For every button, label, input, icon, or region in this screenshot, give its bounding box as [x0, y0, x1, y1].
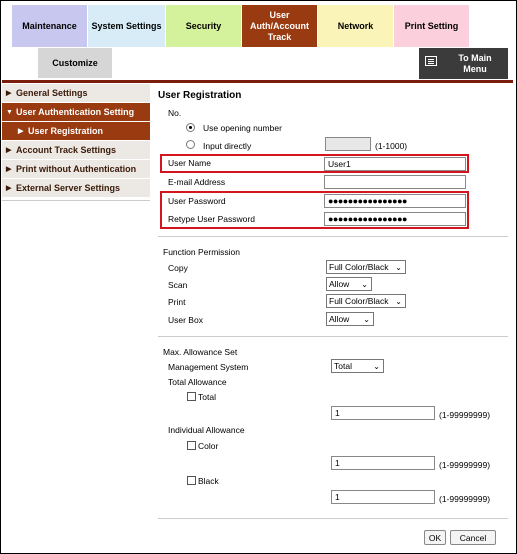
select-value: Total — [334, 361, 352, 371]
sidebar-item-label: User Registration — [28, 126, 104, 136]
select-value: Allow — [329, 279, 350, 289]
tab-label: Security — [185, 20, 222, 31]
arrow-right-icon: ▶ — [18, 128, 24, 135]
section-divider — [158, 236, 508, 237]
password-label: User Password — [168, 196, 226, 206]
section-divider — [158, 336, 508, 337]
page-title: User Registration — [158, 90, 242, 101]
email-input[interactable] — [324, 175, 466, 189]
tab-user-auth-account-track[interactable] — [242, 5, 318, 47]
sidebar-item-user-registration[interactable] — [2, 122, 150, 141]
user-box-label: User Box — [168, 315, 203, 325]
sidebar — [2, 84, 150, 198]
print-label: Print — [168, 297, 186, 307]
black-checkbox[interactable] — [187, 476, 196, 485]
tab-customize[interactable] — [38, 48, 112, 78]
radio-input-directly[interactable] — [186, 140, 195, 149]
tab-label: User Auth/Account Track — [250, 9, 309, 42]
tab-print-setting[interactable] — [394, 5, 470, 47]
email-label: E-mail Address — [168, 177, 226, 187]
password-input[interactable]: ●●●●●●●●●●●●●●●● — [324, 194, 466, 208]
no-label: No. — [168, 108, 182, 118]
select-value: Full Color/Black — [329, 296, 389, 306]
scan-select[interactable] — [326, 277, 372, 291]
chevron-down-icon: ⌄ — [363, 315, 370, 324]
number-input[interactable] — [325, 137, 371, 151]
arrow-right-icon: ▶ — [6, 147, 12, 154]
number-range-hint: (1-1000) — [375, 141, 408, 151]
management-system-label: Management System — [168, 362, 249, 372]
tab-label: Customize — [52, 58, 98, 68]
copy-label: Copy — [168, 263, 188, 273]
color-allowance-input[interactable]: 1 — [331, 456, 435, 470]
function-permission-heading: Function Permission — [163, 247, 241, 257]
chevron-down-icon: ⌄ — [373, 362, 380, 371]
radio-use-opening-number-label: Use opening number — [203, 123, 282, 133]
total-checkbox-label: Total — [198, 392, 216, 402]
tab-label: Network — [337, 20, 374, 31]
tab-security[interactable] — [166, 5, 242, 47]
total-range-hint: (1-99999999) — [439, 410, 491, 420]
sidebar-item-label: General Settings — [16, 88, 88, 98]
color-checkbox[interactable] — [187, 441, 196, 450]
to-main-menu-button[interactable] — [419, 48, 508, 79]
sidebar-item-label: External Server Settings — [16, 183, 121, 193]
arrow-down-icon: ▼ — [6, 108, 13, 116]
chevron-down-icon: ⌄ — [395, 297, 402, 306]
print-select[interactable] — [326, 294, 406, 308]
cancel-button[interactable]: Cancel — [450, 530, 496, 545]
sidebar-divider — [2, 200, 150, 201]
total-checkbox[interactable] — [187, 392, 196, 401]
radio-use-opening-number[interactable] — [186, 123, 195, 132]
copy-select[interactable] — [326, 260, 406, 274]
sidebar-item-print-without-authentication[interactable] — [2, 160, 150, 179]
tab-label: System Settings — [91, 20, 162, 31]
management-system-select[interactable] — [331, 359, 384, 373]
arrow-right-icon: ▶ — [6, 185, 12, 192]
scan-label: Scan — [168, 280, 188, 290]
sidebar-item-label: Print without Authentication — [16, 164, 137, 174]
main-panel — [152, 84, 512, 548]
sidebar-item-user-authentication-setting[interactable] — [2, 103, 150, 122]
user-name-label: User Name — [168, 158, 211, 168]
to-main-menu-label: To Main Menu — [458, 53, 492, 74]
user-box-select[interactable] — [326, 312, 374, 326]
retype-password-input[interactable]: ●●●●●●●●●●●●●●●● — [324, 212, 466, 226]
chevron-down-icon: ⌄ — [361, 280, 368, 289]
sidebar-item-general-settings[interactable] — [2, 84, 150, 103]
tab-system-settings[interactable] — [88, 5, 166, 47]
section-divider — [158, 518, 508, 519]
color-range-hint: (1-99999999) — [439, 460, 491, 470]
header-divider — [2, 80, 513, 83]
color-checkbox-label: Color — [198, 441, 219, 451]
tab-label: Print Setting — [404, 20, 459, 31]
tab-maintenance[interactable] — [12, 5, 88, 47]
user-name-input[interactable]: User1 — [324, 157, 466, 171]
black-checkbox-label: Black — [198, 476, 219, 486]
tab-label: Maintenance — [22, 20, 77, 31]
sidebar-item-account-track-settings[interactable] — [2, 141, 150, 160]
total-allowance-heading: Total Allowance — [168, 377, 227, 387]
sidebar-item-external-server-settings[interactable] — [2, 179, 150, 198]
total-allowance-input[interactable]: 1 — [331, 406, 435, 420]
select-value: Full Color/Black — [329, 262, 389, 272]
individual-allowance-heading: Individual Allowance — [168, 425, 245, 435]
arrow-right-icon: ▶ — [6, 90, 12, 97]
ok-button[interactable]: OK — [424, 530, 446, 545]
menu-icon — [425, 56, 437, 66]
chevron-down-icon: ⌄ — [395, 263, 402, 272]
tab-network[interactable] — [318, 5, 394, 47]
black-range-hint: (1-99999999) — [439, 494, 491, 504]
arrow-right-icon: ▶ — [6, 166, 12, 173]
retype-password-label: Retype User Password — [168, 214, 255, 224]
sidebar-item-label: Account Track Settings — [16, 145, 117, 155]
select-value: Allow — [329, 314, 350, 324]
sidebar-item-label: User Authentication Setting — [16, 107, 135, 117]
black-allowance-input[interactable]: 1 — [331, 490, 435, 504]
radio-input-directly-label: Input directly — [203, 141, 252, 151]
max-allowance-heading: Max. Allowance Set — [163, 347, 238, 357]
